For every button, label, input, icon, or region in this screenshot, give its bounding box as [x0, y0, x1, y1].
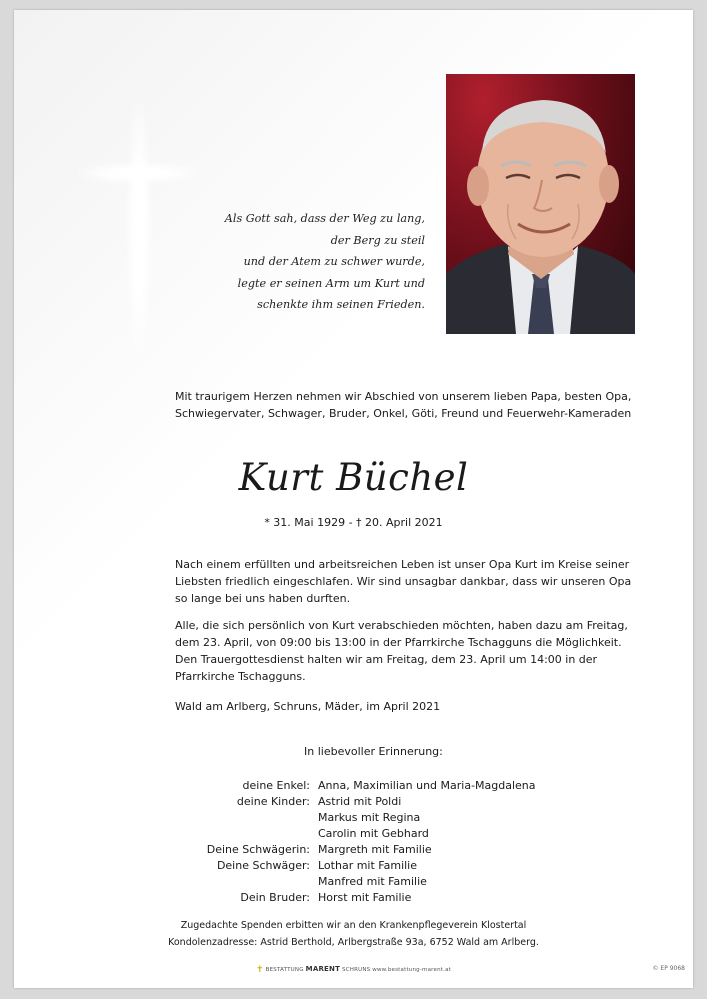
poem — [165, 208, 425, 316]
family-label: deine Kinder: — [236, 795, 310, 808]
family-row — [175, 794, 635, 810]
intro-text: Mit traurigem Herzen nehmen wir Abschied von unserem lieben Papa, besten Opa, Schwiegervater, Schwager, Bruder, Onkel, Göti, Freund und Feuerwehr-Kameraden — [175, 390, 632, 420]
undertaker-footer — [14, 965, 693, 975]
footer-prefix: BESTATTUNG — [265, 967, 304, 973]
poem-line: der Berg zu steil — [330, 233, 425, 247]
light-cross-icon-bar — [76, 162, 201, 184]
paragraph-service: Alle, die sich persönlich von Kurt verabschieden möchten, haben dazu am Freitag, dem 23. April, von 09:00 bis 13:00 in der Pfarrkirche Tschagguns die Möglichkeit. Den Trauergottesdienst halten wir am Freitag, dem 23. April um 14:00 in der Pfarrkirche Tschagguns. — [175, 619, 628, 683]
family-row — [175, 890, 635, 906]
cross-icon: ✝ — [255, 965, 264, 975]
poem-line: und der Atem zu schwer wurde, — [243, 255, 425, 268]
family-value: Anna, Maximilian und Maria-Magdalena — [318, 779, 536, 792]
family-list — [175, 778, 635, 906]
poem-line: schenkte ihm seinen Frieden. — [257, 298, 425, 311]
family-label: Deine Schwägerin: — [206, 843, 310, 856]
family-row — [175, 778, 635, 794]
family-row — [175, 874, 635, 890]
life-dates: * 31. Mai 1929 - † 20. April 2021 — [264, 516, 443, 529]
portrait-illustration — [446, 74, 635, 334]
deceased-name: Kurt Büchel — [238, 456, 469, 499]
footer-town: SCHRUNS — [342, 967, 371, 973]
family-value: Margreth mit Familie — [318, 843, 432, 856]
footer-url: www.bestattung-marent.at — [372, 967, 452, 973]
family-value: Manfred mit Familie — [318, 875, 427, 888]
family-value: Horst mit Familie — [318, 891, 412, 904]
closing-notes — [14, 917, 693, 951]
family-label: deine Enkel: — [242, 779, 310, 792]
condolence-address: Kondolenzadresse: Astrid Berthold, Arlbergstraße 93a, 6752 Wald am Arlberg. — [168, 937, 539, 948]
document-code: © EP 9068 — [652, 965, 685, 972]
family-value: Carolin mit Gebhard — [318, 827, 429, 840]
family-label: Deine Schwäger: — [216, 859, 310, 872]
paragraph-life: Nach einem erfüllten und arbeitsreichen Leben ist unser Opa Kurt im Kreise seiner Liebsten friedlich eingeschlafen. Wir sind unsagbar dankbar, dass wir unseren Opa so lange bei uns haben durften. — [175, 558, 632, 605]
family-label — [175, 810, 318, 826]
family-row — [175, 858, 635, 874]
memory-heading: In liebevoller Erinnerung: — [304, 745, 443, 758]
family-row — [175, 810, 635, 826]
family-row — [175, 842, 635, 858]
donation-note: Zugedachte Spenden erbitten wir an den Krankenpflegeverein Klostertal — [180, 920, 527, 931]
family-value: Lothar mit Familie — [318, 859, 417, 872]
family-value: Astrid mit Poldi — [318, 795, 402, 808]
light-cross-icon — [126, 95, 152, 365]
obituary-sheet — [14, 10, 693, 988]
poem-line: Als Gott sah, dass der Weg zu lang, — [224, 212, 425, 225]
family-row — [175, 826, 635, 842]
family-label: Dein Bruder: — [240, 891, 310, 904]
family-value: Markus mit Regina — [318, 811, 421, 824]
portrait-photo — [446, 74, 635, 334]
poem-line: legte er seinen Arm um Kurt und — [237, 276, 425, 290]
family-label — [175, 826, 318, 842]
family-label — [175, 874, 318, 890]
footer-brand: MARENT — [305, 965, 341, 973]
paragraph-place-date: Wald am Arlberg, Schruns, Mäder, im April 2021 — [175, 700, 441, 713]
